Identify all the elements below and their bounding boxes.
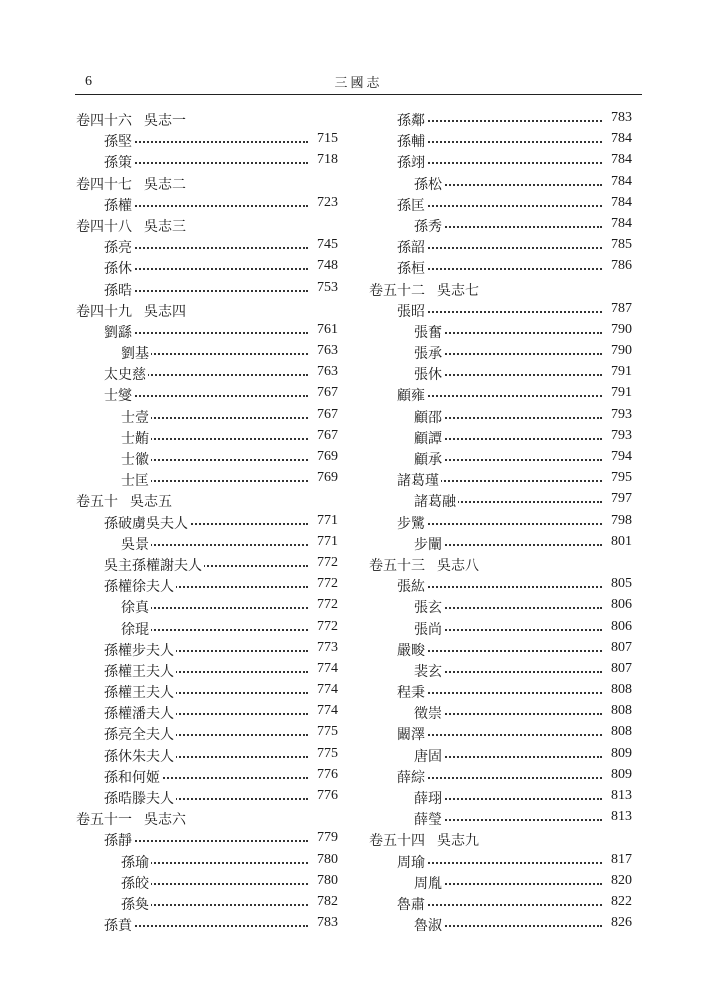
entry-name: 劉繇 xyxy=(104,322,134,342)
toc-entry xyxy=(369,511,632,532)
entry-name: 吳景 xyxy=(121,534,151,554)
entry-name: 徐琨 xyxy=(121,619,151,639)
section-label xyxy=(369,830,481,850)
toc-section-heading xyxy=(76,299,338,320)
toc-entry xyxy=(369,850,632,871)
entry-name: 士燮 xyxy=(104,385,134,405)
toc-entry xyxy=(369,786,632,807)
section-name: 吳志二 xyxy=(144,176,186,193)
toc-entry xyxy=(76,320,338,341)
toc-entry xyxy=(369,447,632,468)
entry-page-number: 794 xyxy=(611,449,632,464)
entry-page-number: 826 xyxy=(611,915,632,931)
toc-entry xyxy=(76,701,338,722)
toc-entry xyxy=(369,235,632,256)
section-name: 吳志七 xyxy=(437,282,479,299)
section-label xyxy=(369,555,481,575)
toc-section-heading xyxy=(369,278,632,299)
entry-name: 薛瑩 xyxy=(414,809,444,829)
entry-name: 徐真 xyxy=(121,597,151,617)
toc-entry xyxy=(76,341,338,362)
entry-name: 孫權潘夫人 xyxy=(104,703,176,723)
entry-name: 薛珝 xyxy=(414,788,444,808)
entry-page-number: 793 xyxy=(611,427,632,443)
dot-leader xyxy=(397,205,602,207)
entry-page-number: 807 xyxy=(611,639,632,655)
toc-entry xyxy=(369,659,632,680)
toc-entry xyxy=(76,235,338,256)
entry-page-number: 775 xyxy=(317,724,338,740)
toc-entry xyxy=(369,617,632,638)
entry-name: 闞澤 xyxy=(397,724,427,744)
entry-page-number: 773 xyxy=(317,639,338,655)
toc-entry xyxy=(369,638,632,659)
toc-section-heading xyxy=(76,489,338,510)
section-name: 吳志八 xyxy=(437,557,479,574)
entry-page-number: 813 xyxy=(611,788,632,803)
entry-page-number: 767 xyxy=(317,427,338,443)
toc-entry xyxy=(76,744,338,765)
toc-entry xyxy=(76,256,338,277)
toc-entry xyxy=(76,574,338,595)
dot-leader xyxy=(397,862,602,864)
volume-number: 卷四十七 xyxy=(76,176,132,193)
entry-name: 薛綜 xyxy=(397,767,427,787)
section-label xyxy=(76,301,188,321)
toc-entry xyxy=(369,744,632,765)
entry-page-number: 775 xyxy=(317,745,338,761)
entry-name: 孫權 xyxy=(104,195,134,215)
entry-page-number: 761 xyxy=(317,321,338,337)
toc-entry xyxy=(76,553,338,574)
dot-leader xyxy=(104,395,308,397)
entry-name: 孫策 xyxy=(104,152,134,172)
volume-number: 卷五十 xyxy=(76,494,118,511)
entry-name: 吳主孫權謝夫人 xyxy=(104,555,204,575)
entry-name: 張昭 xyxy=(397,301,427,321)
entry-name: 步騭 xyxy=(397,513,427,533)
entry-name: 太史慈 xyxy=(104,364,148,384)
toc-entry xyxy=(76,405,338,426)
toc-entry xyxy=(369,383,632,404)
toc-entry xyxy=(76,617,338,638)
entry-page-number: 787 xyxy=(611,300,632,316)
section-name: 吳志五 xyxy=(130,494,172,511)
dot-leader xyxy=(397,692,602,694)
toc-entry xyxy=(76,532,338,553)
entry-page-number: 753 xyxy=(317,279,338,295)
entry-page-number: 822 xyxy=(611,893,632,909)
entry-page-number: 715 xyxy=(317,131,338,147)
entry-name: 顧邵 xyxy=(414,407,444,427)
toc-entry xyxy=(369,256,632,277)
entry-page-number: 772 xyxy=(317,597,338,613)
dot-leader xyxy=(104,247,308,249)
toc-entry xyxy=(76,193,338,214)
toc-entry xyxy=(76,765,338,786)
dot-leader xyxy=(397,311,602,313)
entry-name: 張休 xyxy=(414,364,444,384)
toc-entry xyxy=(369,871,632,892)
entry-name: 步闡 xyxy=(414,534,444,554)
entry-page-number: 772 xyxy=(317,618,338,634)
entry-page-number: 723 xyxy=(317,194,338,210)
toc-entry xyxy=(369,892,632,913)
toc-entry xyxy=(369,574,632,595)
entry-page-number: 784 xyxy=(611,152,632,168)
toc-entry xyxy=(76,638,338,659)
toc-entry xyxy=(369,172,632,193)
volume-number: 卷五十三 xyxy=(369,557,425,574)
toc-entry xyxy=(76,511,338,532)
entry-name: 諸葛融 xyxy=(414,491,458,511)
entry-name: 張奮 xyxy=(414,322,444,342)
section-label xyxy=(76,809,188,829)
entry-page-number: 820 xyxy=(611,872,632,888)
toc-entry xyxy=(76,447,338,468)
entry-name: 孫權步夫人 xyxy=(104,640,176,660)
dot-leader xyxy=(104,925,308,927)
entry-name: 魯淑 xyxy=(414,915,444,935)
dot-leader xyxy=(104,332,308,334)
dot-leader xyxy=(397,141,602,143)
entry-page-number: 771 xyxy=(317,512,338,528)
entry-page-number: 763 xyxy=(317,364,338,380)
entry-page-number: 793 xyxy=(611,406,632,422)
volume-number: 卷五十四 xyxy=(369,833,425,850)
entry-page-number: 809 xyxy=(611,766,632,782)
entry-page-number: 779 xyxy=(317,830,338,846)
entry-page-number: 791 xyxy=(611,385,632,401)
section-label xyxy=(76,216,188,236)
entry-name: 劉基 xyxy=(121,343,151,363)
dot-leader xyxy=(397,523,602,525)
entry-page-number: 769 xyxy=(317,449,338,464)
dot-leader xyxy=(104,162,308,164)
toc-right-column xyxy=(369,108,632,934)
volume-number: 卷五十一 xyxy=(76,812,132,829)
entry-name: 孫和何姬 xyxy=(104,767,162,787)
toc-entry xyxy=(369,468,632,489)
entry-name: 士徽 xyxy=(121,449,151,469)
toc-left-column xyxy=(76,108,338,934)
dot-leader xyxy=(104,840,308,842)
section-name: 吳志三 xyxy=(144,218,186,235)
entry-name: 顧雍 xyxy=(397,385,427,405)
entry-page-number: 813 xyxy=(611,809,632,825)
dot-leader xyxy=(104,205,308,207)
toc-entry xyxy=(369,214,632,235)
entry-name: 士壹 xyxy=(121,407,151,427)
toc-entry xyxy=(76,871,338,892)
entry-page-number: 809 xyxy=(611,745,632,761)
entry-page-number: 782 xyxy=(317,893,338,909)
dot-leader xyxy=(397,162,602,164)
volume-number: 卷四十六 xyxy=(76,113,132,129)
entry-page-number: 767 xyxy=(317,406,338,422)
entry-page-number: 817 xyxy=(611,851,632,867)
toc-entry xyxy=(369,722,632,743)
page-number: 6 xyxy=(85,74,92,89)
entry-page-number: 772 xyxy=(317,576,338,592)
section-label xyxy=(369,280,481,300)
toc-entry xyxy=(369,680,632,701)
dot-leader xyxy=(397,777,602,779)
entry-name: 孫破虜吳夫人 xyxy=(104,513,190,533)
dot-leader xyxy=(397,586,602,588)
toc-entry xyxy=(76,786,338,807)
entry-page-number: 806 xyxy=(611,618,632,634)
dot-leader xyxy=(397,904,602,906)
entry-page-number: 807 xyxy=(611,660,632,676)
toc-entry xyxy=(369,765,632,786)
entry-page-number: 767 xyxy=(317,385,338,401)
entry-name: 孫晧 xyxy=(104,280,134,300)
toc-section-heading xyxy=(76,214,338,235)
toc-entry xyxy=(369,532,632,553)
entry-name: 孫韶 xyxy=(397,237,427,257)
toc-entry xyxy=(76,278,338,299)
entry-name: 張尚 xyxy=(414,619,444,639)
section-name: 吳志六 xyxy=(144,812,186,829)
dot-leader xyxy=(397,268,602,270)
toc-entry xyxy=(369,426,632,447)
page-header xyxy=(75,70,642,94)
section-name: 吳志九 xyxy=(437,833,479,850)
entry-page-number: 795 xyxy=(611,470,632,486)
toc-entry xyxy=(76,150,338,171)
entry-name: 孫鄰 xyxy=(397,110,427,130)
entry-name: 程秉 xyxy=(397,682,427,702)
entry-page-number: 784 xyxy=(611,194,632,210)
entry-name: 孫皎 xyxy=(121,873,151,893)
toc-entry xyxy=(369,341,632,362)
entry-name: 孫亮全夫人 xyxy=(104,724,176,744)
entry-name: 孫輔 xyxy=(397,131,427,151)
toc-entry xyxy=(369,108,632,129)
volume-number: 卷四十八 xyxy=(76,218,132,235)
entry-page-number: 801 xyxy=(611,533,632,549)
toc-entry xyxy=(369,807,632,828)
entry-page-number: 798 xyxy=(611,512,632,528)
toc-entry xyxy=(369,489,632,510)
volume-number: 卷四十九 xyxy=(76,303,132,320)
entry-page-number: 780 xyxy=(317,851,338,867)
entry-page-number: 772 xyxy=(317,554,338,570)
toc-entry xyxy=(76,892,338,913)
toc-entry xyxy=(369,129,632,150)
toc-entry xyxy=(369,405,632,426)
entry-name: 諸葛瑾 xyxy=(397,470,441,490)
toc-entry xyxy=(369,150,632,171)
toc-entry xyxy=(369,595,632,616)
entry-name: 孫休朱夫人 xyxy=(104,746,176,766)
entry-page-number: 763 xyxy=(317,343,338,359)
entry-page-number: 718 xyxy=(317,152,338,168)
entry-page-number: 784 xyxy=(611,215,632,231)
entry-page-number: 771 xyxy=(317,533,338,549)
entry-name: 魯肅 xyxy=(397,894,427,914)
section-label xyxy=(76,174,188,194)
volume-number: 卷五十二 xyxy=(369,282,425,299)
entry-page-number: 808 xyxy=(611,682,632,698)
toc-entry xyxy=(369,701,632,722)
entry-name: 孫奐 xyxy=(121,894,151,914)
toc-entry xyxy=(76,722,338,743)
toc-entry xyxy=(76,426,338,447)
entry-name: 嚴畯 xyxy=(397,640,427,660)
entry-page-number: 790 xyxy=(611,321,632,337)
entry-name: 士䵋 xyxy=(121,428,151,448)
entry-name: 孫堅 xyxy=(104,131,134,151)
toc-entry xyxy=(76,680,338,701)
entry-page-number: 776 xyxy=(317,788,338,803)
section-label xyxy=(76,110,188,130)
toc-entry xyxy=(369,362,632,383)
entry-name: 周胤 xyxy=(414,873,444,893)
entry-name: 孫桓 xyxy=(397,258,427,278)
entry-page-number: 784 xyxy=(611,173,632,189)
entry-name: 孫匡 xyxy=(397,195,427,215)
entry-name: 顧譚 xyxy=(414,428,444,448)
entry-name: 張玄 xyxy=(414,597,444,617)
entry-name: 孫權徐夫人 xyxy=(104,576,176,596)
entry-name: 士匡 xyxy=(121,470,151,490)
toc-section-heading xyxy=(369,553,632,574)
dot-leader xyxy=(397,120,602,122)
entry-page-number: 769 xyxy=(317,470,338,486)
dot-leader xyxy=(397,247,602,249)
entry-name: 孫亮 xyxy=(104,237,134,257)
toc-entry xyxy=(76,850,338,871)
entry-name: 張紘 xyxy=(397,576,427,596)
dot-leader xyxy=(104,290,308,292)
entry-page-number: 806 xyxy=(611,597,632,613)
toc-section-heading xyxy=(76,108,338,129)
entry-page-number: 748 xyxy=(317,258,338,274)
entry-page-number: 785 xyxy=(611,237,632,253)
entry-name: 孫賁 xyxy=(104,915,134,935)
toc-entry xyxy=(369,299,632,320)
entry-page-number: 786 xyxy=(611,258,632,274)
toc-entry xyxy=(76,828,338,849)
section-name: 吳志四 xyxy=(144,303,186,320)
toc-section-heading xyxy=(76,807,338,828)
dot-leader xyxy=(397,734,602,736)
entry-name: 周瑜 xyxy=(397,852,427,872)
toc-entry xyxy=(369,193,632,214)
entry-name: 唐固 xyxy=(414,746,444,766)
entry-name: 孫權王夫人 xyxy=(104,661,176,681)
entry-name: 孫權王夫人 xyxy=(104,682,176,702)
entry-page-number: 783 xyxy=(317,915,338,931)
page-title: 三國志 xyxy=(334,76,383,91)
dot-leader xyxy=(397,395,602,397)
entry-page-number: 805 xyxy=(611,576,632,592)
entry-page-number: 808 xyxy=(611,703,632,719)
entry-name: 孫松 xyxy=(414,174,444,194)
dot-leader xyxy=(397,650,602,652)
entry-name: 孫翊 xyxy=(397,152,427,172)
section-name: 吳志一 xyxy=(144,113,186,129)
entry-page-number: 797 xyxy=(611,491,632,507)
entry-page-number: 791 xyxy=(611,364,632,380)
toc-entry xyxy=(76,468,338,489)
entry-name: 顧承 xyxy=(414,449,444,469)
toc-entry xyxy=(76,129,338,150)
toc-entry xyxy=(76,913,338,934)
entry-page-number: 808 xyxy=(611,724,632,740)
entry-page-number: 774 xyxy=(317,660,338,676)
entry-name: 孫靜 xyxy=(104,830,134,850)
entry-page-number: 780 xyxy=(317,872,338,888)
toc-entry xyxy=(76,659,338,680)
entry-name: 張承 xyxy=(414,343,444,363)
toc-entry xyxy=(76,362,338,383)
entry-name: 孫瑜 xyxy=(121,852,151,872)
header-rule xyxy=(75,94,642,95)
entry-page-number: 776 xyxy=(317,766,338,782)
toc-section-heading xyxy=(369,828,632,849)
entry-page-number: 783 xyxy=(611,110,632,125)
toc-entry xyxy=(369,913,632,934)
entry-page-number: 774 xyxy=(317,703,338,719)
entry-name: 裴玄 xyxy=(414,661,444,681)
section-label xyxy=(76,491,174,511)
entry-name: 孫秀 xyxy=(414,216,444,236)
entry-name: 孫晧滕夫人 xyxy=(104,788,176,808)
toc-entry xyxy=(76,383,338,404)
entry-page-number: 745 xyxy=(317,237,338,253)
entry-page-number: 790 xyxy=(611,343,632,359)
toc-section-heading xyxy=(76,172,338,193)
entry-page-number: 774 xyxy=(317,682,338,698)
toc-entry xyxy=(76,595,338,616)
dot-leader xyxy=(104,268,308,270)
entry-name: 徵崇 xyxy=(414,703,444,723)
entry-page-number: 784 xyxy=(611,131,632,147)
dot-leader xyxy=(104,141,308,143)
entry-name: 孫休 xyxy=(104,258,134,278)
toc-entry xyxy=(369,320,632,341)
